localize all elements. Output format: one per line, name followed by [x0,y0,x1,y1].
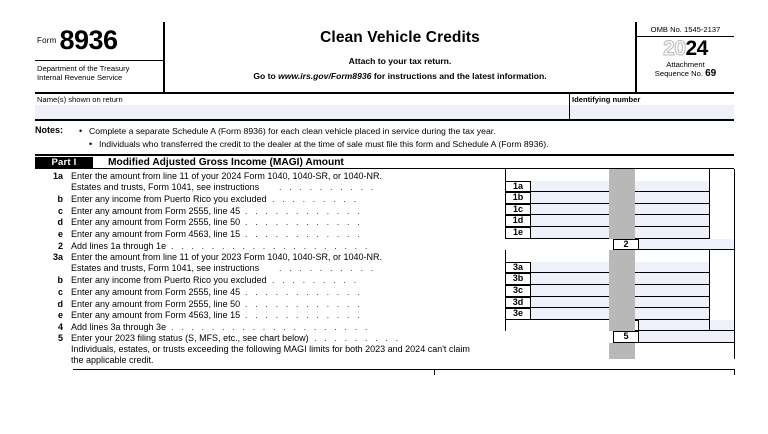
department-line-2: Internal Revenue Service [37,73,123,83]
form-identity-block [35,22,165,92]
line-description: Enter any amount from Form 2555, line 45 [71,205,241,216]
outer-right-rule [734,169,735,359]
name-caption: Name(s) shown on return [37,95,123,104]
note-item: • Complete a separate Schedule A (Form 8936) for each clean vehicle placed in service during the tax year. [79,125,734,138]
leader-dots: . . . . . . . . . . . . [245,298,363,309]
line-box-label-inner: 3a [505,262,531,274]
leader-dots: . . . . . . . . . [272,194,359,205]
line-box-label-outer: 5 [613,331,639,343]
inner-column-left-rule [505,169,506,239]
line-box-label-inner: 3b [505,273,531,285]
line-box-label-outer: 2 [613,239,639,251]
line-box-label-inner: 1b [505,192,531,204]
form-line-row [35,331,734,343]
goto-prefix: Go to [253,71,279,81]
department-divider [35,60,165,61]
goto-suffix: for instructions and the latest information. [371,71,547,81]
attachment-sequence-number: 69 [705,68,717,80]
identifying-number-caption: Identifying number [572,95,641,104]
identifying-number-input[interactable] [570,105,734,119]
leader-dots: . . . . . . . . . . . . [245,217,363,228]
line-description-continued: Estates and trusts, Form 1041, see instructions [71,182,260,192]
leader-dots: . . . . . . . . . . . . [245,205,363,216]
line-number: d [57,298,63,309]
line-box-label-inner: 3d [505,297,531,309]
form-number-row [37,25,118,56]
magi-chart-column-divider [434,369,435,375]
line-description: Enter any amount from Form 2555, line 45 [71,287,241,297]
omb-number: OMB No. 1545-2137 [650,25,721,34]
line-box-label-inner: 1e [505,227,531,239]
line-5-note-line-1: Individuals, estates, or trusts exceeding the following MAGI limits for both 2023 and 2024 can't claim [71,344,470,354]
leader-dots: . . . . . . . . . . . . [245,229,363,239]
name-input[interactable] [35,105,569,119]
notes-label: Notes: [35,125,64,135]
form-header [35,22,734,94]
line-description: Enter any amount from Form 4563, line 15 [71,229,241,239]
line-description-continued: Estates and trusts, Form 1041, see instructions [71,263,260,274]
tax-year-value: 24 [685,37,708,60]
part-1-tag: Part I [35,157,93,169]
line-box-label-inner: 1d [505,215,531,227]
part-1-header [35,154,734,169]
line-number: c [57,205,63,216]
attach-instruction: Attach to your tax return. [348,56,452,66]
line-amount-input-outer[interactable] [639,320,734,332]
leader-dots: . . . . . . . . . . . . . . . . . . . . [171,321,370,332]
line-number: 5 [57,333,63,344]
line-number: 4 [57,321,63,332]
line-5-note [71,344,470,367]
line-number: 2 [57,240,63,251]
leader-dots: . . . . . . . . . [272,275,359,286]
page-title: Clean Vehicle Credits [320,29,480,46]
note-item: • Individuals who transferred the credit to the dealer at the time of sale must file this form and Schedule A (Form 8936). [89,138,734,151]
line-number: 3a [52,252,63,263]
inner-column-right-rule [709,169,710,239]
department-line-1: Department of the Treasury [37,64,130,73]
shaded-spacer-block [609,169,635,239]
attachment-label-1: Attachment [666,60,705,69]
shaded-spacer-block [609,250,635,331]
name-cell [35,94,570,119]
part-1-lines [35,169,734,366]
attachment-sequence [637,60,734,78]
tax-year-century: 20 [663,37,686,60]
line-description: Enter any income from Puerto Rico you excluded [71,275,267,286]
line-description: Enter your 2023 filing status (S, MFS, etc., see chart below) [71,333,309,344]
irs-form-link[interactable]: www.irs.gov/Form8936 [278,71,372,81]
department-block [37,64,129,83]
line-box-label-inner: 3c [505,285,531,297]
form-label: Form [37,36,57,45]
line-number: d [57,217,63,228]
shaded-spacer-block [609,343,635,359]
form-title-block [165,22,635,92]
line-description: Enter the amount from line 11 of your 2024 Form 1040, 1040-SR, or 1040-NR. [71,171,382,181]
line-number: e [57,229,63,239]
line-number: 1a [52,171,63,181]
line-number: b [57,275,63,286]
magi-chart-top-rule [73,369,734,370]
leader-dots: . . . . . . . . . . . . [245,287,363,297]
line-number: e [57,310,63,321]
notes-block [35,121,734,154]
line-number: c [57,287,63,297]
line-number: b [57,194,63,205]
identifying-number-cell [570,94,734,119]
line-box-label-inner: 1c [505,204,531,216]
goto-instruction [165,71,635,81]
magi-chart-column-divider [734,369,735,375]
line-description: Enter any amount from Form 2555, line 50 [71,298,241,309]
leader-dots: . . . . . . . . . . [279,182,376,192]
leader-dots: . . . . . . . . . . . . . . . . . . . . [171,240,370,251]
notes-list [79,125,734,151]
line-description: Enter any amount from Form 4563, line 15 [71,310,241,321]
line-amount-input-outer[interactable] [639,239,734,251]
line-box-label-inner: 3e [505,308,531,320]
leader-dots: . . . . . . . . . . . . [245,310,363,321]
part-1-title: Modified Adjusted Gross Income (MAGI) Amount [108,157,344,168]
attachment-label-2: Sequence No. [654,69,703,79]
tax-year [637,38,734,59]
inner-column-right-rule [709,250,710,331]
leader-dots: . . . . . . . . . . [279,263,376,274]
form-8936-page [35,22,734,434]
line-description: Add lines 3a through 3e [71,321,167,332]
taxpayer-row [35,94,734,121]
form-number: 8936 [59,25,118,55]
line-description: Enter the amount from line 11 of your 2023 Form 1040, 1040-SR, or 1040-NR. [71,252,382,263]
inner-column-left-rule [505,250,506,331]
line-description: Enter any amount from Form 2555, line 50 [71,217,241,228]
form-line-row [35,239,734,251]
line-5-note-line-2: the applicable credit. [71,355,154,366]
leader-dots: . . . . . . . . . [314,333,401,344]
line-box-label-inner: 1a [505,181,531,193]
omb-block [635,22,734,92]
line-description: Add lines 1a through 1e [71,240,167,251]
line-amount-input-outer[interactable] [639,331,734,343]
line-description: Enter any income from Puerto Rico you excluded [71,194,267,205]
